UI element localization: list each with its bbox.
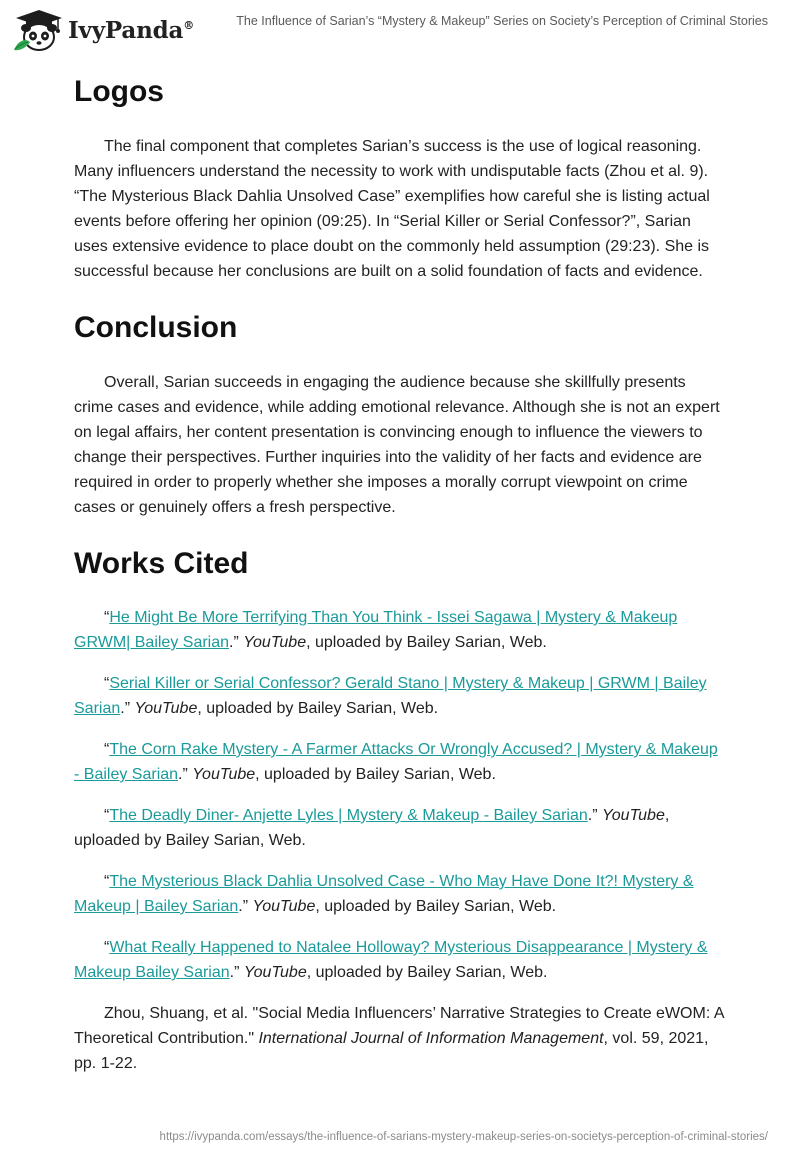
footer-url[interactable]: https://ivypanda.com/essays/the-influence-of-sarians-mystery-makeup-series-on-societys-perception-of-criminal-stories/ [159, 1131, 768, 1143]
section-heading-logos: Logos [74, 75, 164, 108]
section-heading-works-cited: Works Cited [74, 547, 249, 580]
section-heading-conclusion: Conclusion [74, 311, 238, 344]
citation-entry: “He Might Be More Terrifying Than You Think - Issei Sagawa | Mystery & Makeup GRWM| Bailey Sarian.” YouTube, uploaded by Bailey Sarian, Web. [74, 609, 678, 651]
conclusion-paragraph: Overall, Sarian succeeds in engaging the audience because she skillfully presents crime cases and evidence, while adding emotional relevance. Although she is not an expert on legal affairs, her content presentation is convincing enough to influence the viewers to change their perspectives. Further inquiries into the validity of her facts and evidence are required in order to properly whether she imposes a morally corrupt viewpoint on crime cases or genuinely offers a fresh perspective. [74, 374, 720, 516]
citation-link[interactable]: The Mysterious Black Dahlia Unsolved Case - Who May Have Done It?! Mystery & Makeup | Bailey Sarian [74, 873, 694, 915]
citation-entry-zhou: Zhou, Shuang, et al. "Social Media Influencers’ Narrative Strategies to Create eWOM: A Theoretical Contribution." International Journal of Information Management, vol. 59, 2021, pp. 1-22. [74, 1005, 724, 1072]
citation-link[interactable]: The Corn Rake Mystery - A Farmer Attacks Or Wrongly Accused? | Mystery & Makeup - Bailey Sarian [74, 741, 718, 783]
citation-entry: “What Really Happened to Natalee Holloway? Mysterious Disappearance | Mystery & Makeup Bailey Sarian.” YouTube, uploaded by Bailey Sarian, Web. [74, 939, 708, 981]
citation-entry: “The Deadly Diner- Anjette Lyles | Mystery & Makeup - Bailey Sarian.” YouTube, uploaded by Bailey Sarian, Web. [74, 807, 670, 849]
citation-link[interactable]: He Might Be More Terrifying Than You Think - Issei Sagawa | Mystery & Makeup GRWM| Bailey Sarian [74, 609, 678, 651]
brand-name: IvyPanda® [68, 16, 194, 44]
logos-paragraph: The final component that completes Sarian’s success is the use of logical reasoning. Many influencers understand the necessity to work with undisputable facts (Zhou et al. 9). “The Mysterious Black Dahlia Unsolved Case” exemplifies how careful she is listing actual events before offering her opinion (09:25). In “Serial Killer or Serial Confessor?”, Sarian uses extensive evidence to place doubt on the commonly held assumption (29:23). She is successful because her conclusions are built on a solid foundation of facts and evidence. [74, 138, 710, 280]
essay-content [74, 72, 724, 1092]
works-cited-list [74, 605, 724, 1076]
document-title: The Influence of Sarian’s “Mystery & Makeup” Series on Society’s Perception of Criminal Stories [236, 14, 768, 28]
citation-link[interactable]: The Deadly Diner- Anjette Lyles | Mystery & Makeup - Bailey Sarian [109, 807, 588, 824]
citation-entry: “Serial Killer or Serial Confessor? Gerald Stano | Mystery & Makeup | GRWM | Bailey Sarian.” YouTube, uploaded by Bailey Sarian, Web. [74, 675, 707, 717]
citation-link[interactable]: What Really Happened to Natalee Holloway? Mysterious Disappearance | Mystery & Makeup Bailey Sarian [74, 939, 708, 981]
ivypanda-logo[interactable] [12, 8, 194, 52]
panda-graduate-icon [12, 8, 66, 52]
citation-entry: “The Mysterious Black Dahlia Unsolved Case - Who May Have Done It?! Mystery & Makeup | Bailey Sarian.” YouTube, uploaded by Bailey Sarian, Web. [74, 873, 694, 915]
page-header [0, 0, 800, 60]
citation-entry: “The Corn Rake Mystery - A Farmer Attacks Or Wrongly Accused? | Mystery & Makeup - Bailey Sarian.” YouTube, uploaded by Bailey Sarian, Web. [74, 741, 718, 783]
citation-link[interactable]: Serial Killer or Serial Confessor? Gerald Stano | Mystery & Makeup | GRWM | Bailey Sarian [74, 675, 707, 717]
